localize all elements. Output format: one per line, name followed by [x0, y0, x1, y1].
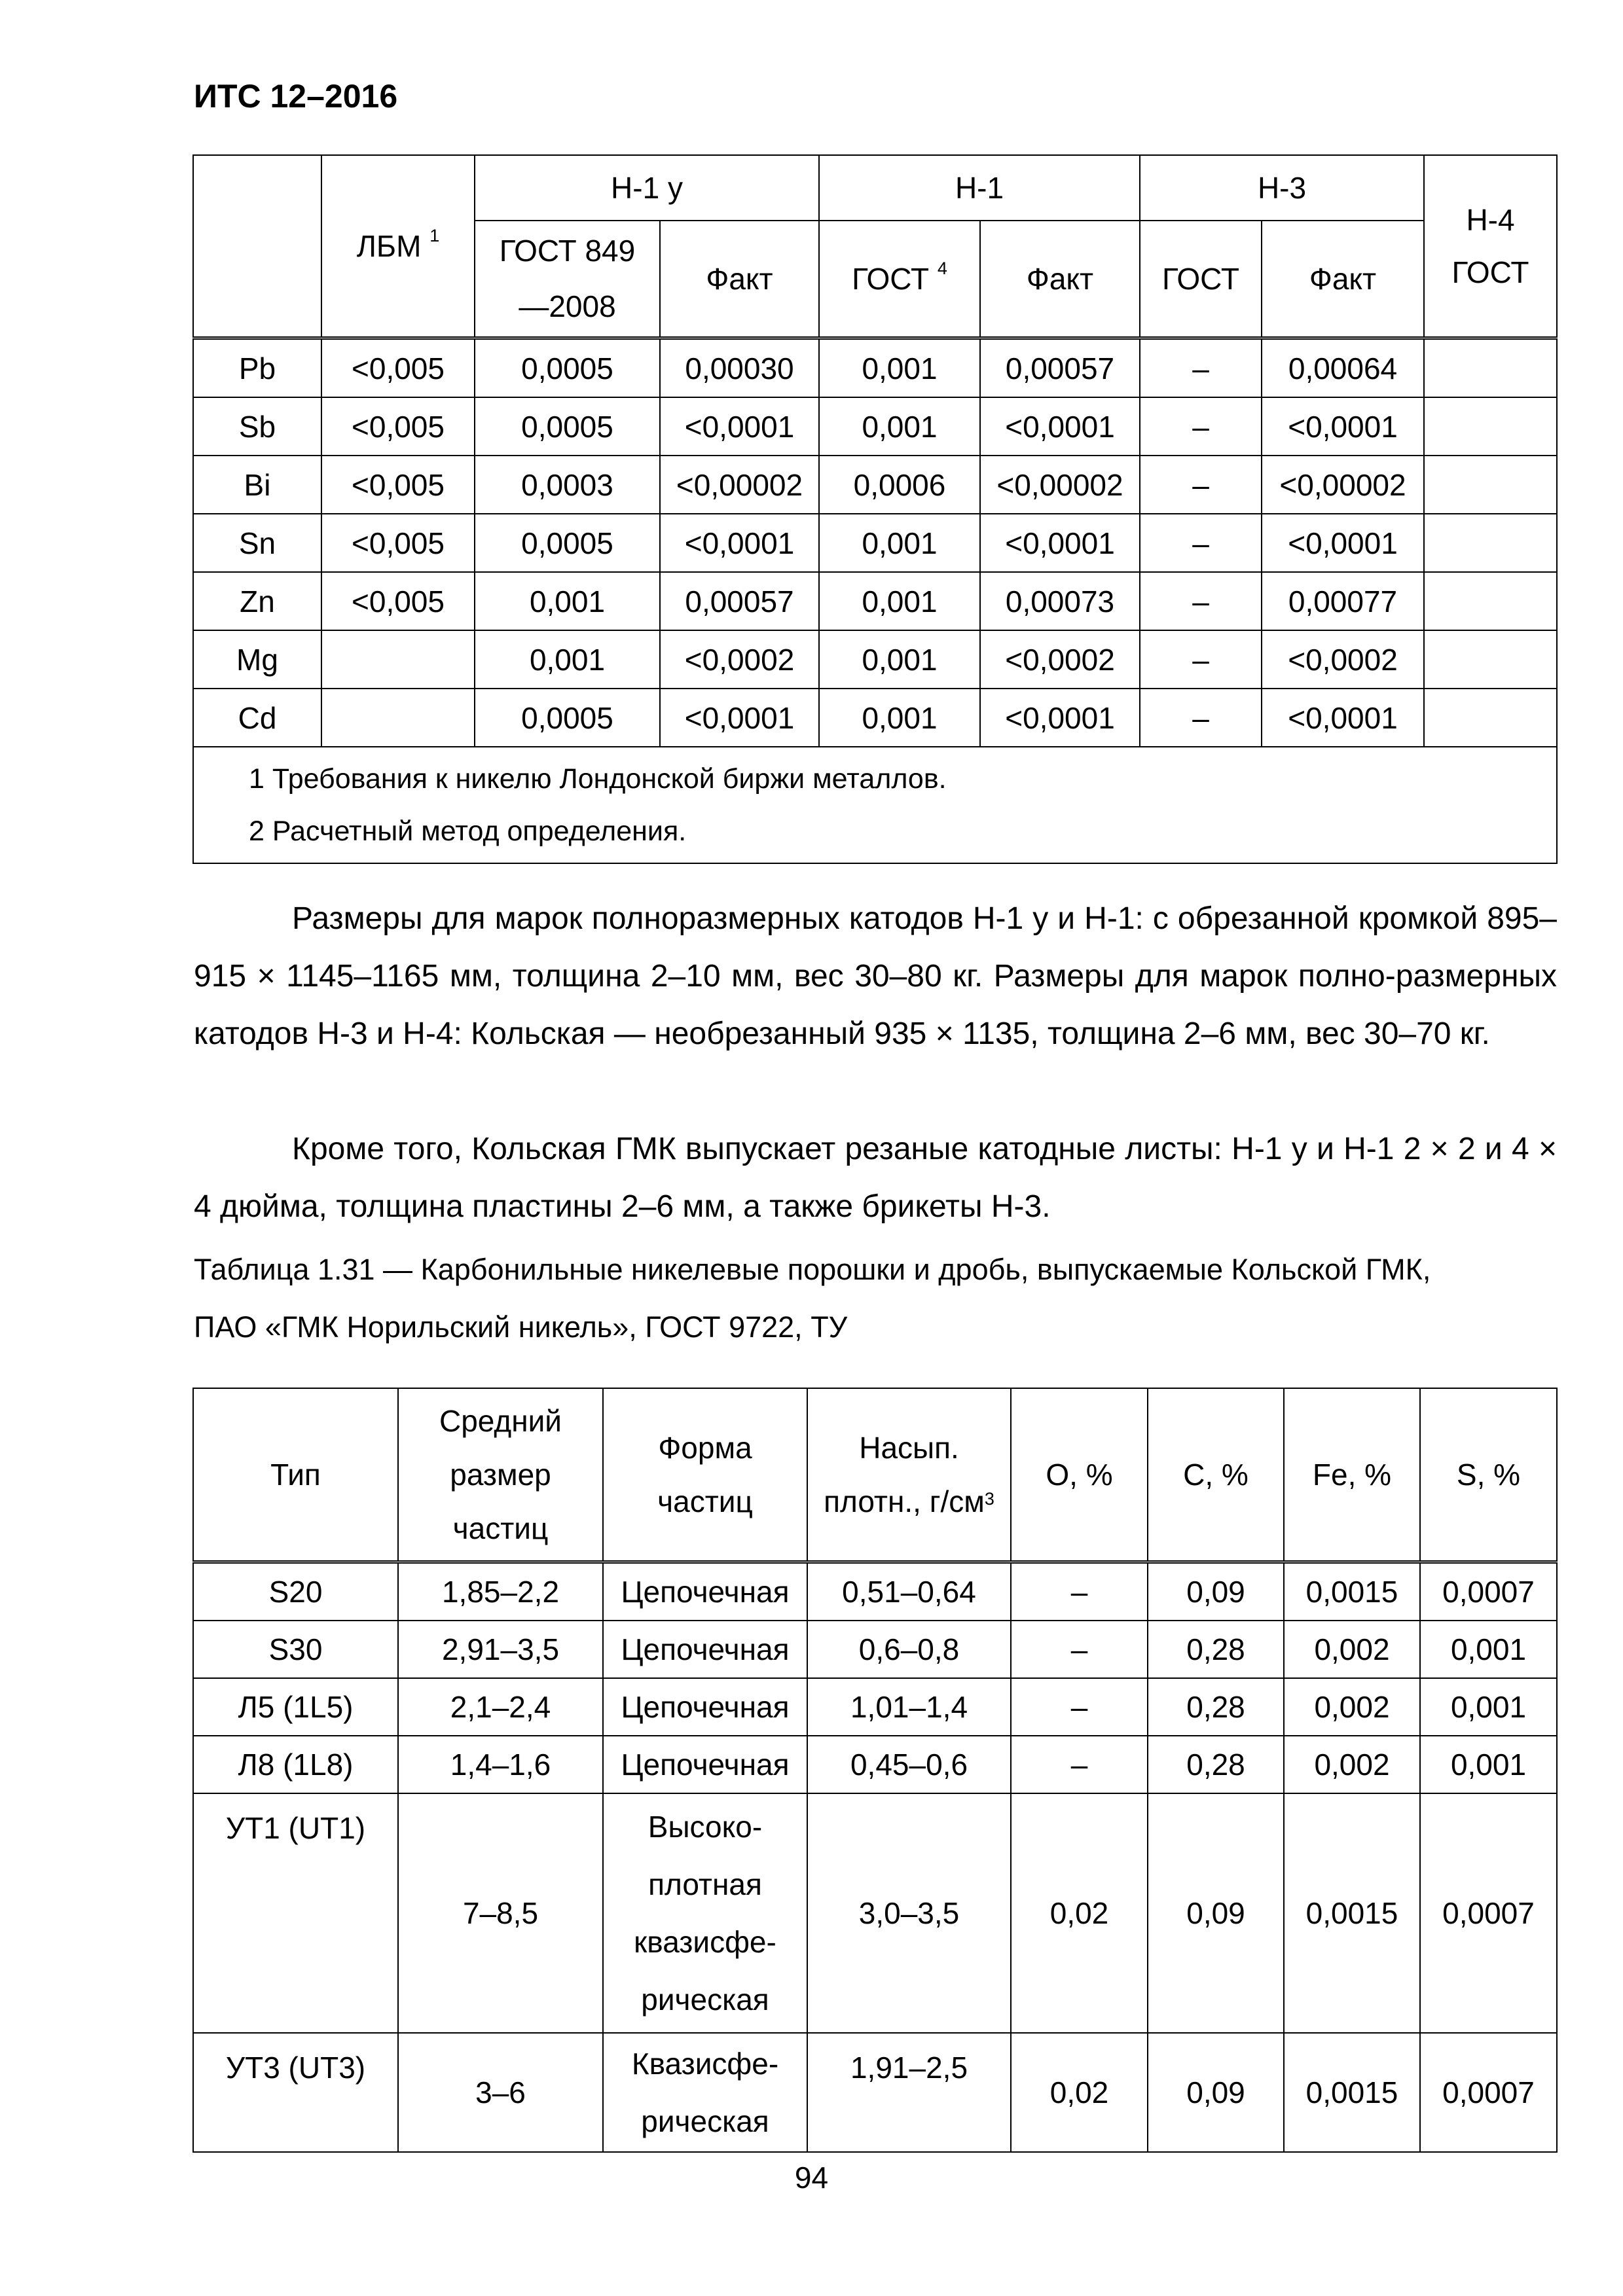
table-cell: 0,001: [819, 338, 980, 398]
table-row: [193, 1793, 1557, 2033]
table-cell: <0,0001: [1262, 514, 1424, 572]
table-cell: <0,00002: [980, 456, 1140, 514]
cell-s: 0,0007: [1420, 2033, 1557, 2152]
cell-size: 1,4–1,6: [398, 1736, 603, 1793]
cell-type: S30: [193, 1621, 398, 1678]
table-cell: –: [1140, 338, 1262, 398]
table-cell: 0,00030: [660, 338, 819, 398]
table-cell: 0,00077: [1262, 572, 1424, 630]
cell-type: УТ1 (UT1): [193, 1793, 398, 2033]
cell-size: 3–6: [398, 2033, 603, 2152]
cell-s: 0,001: [1420, 1678, 1557, 1736]
table-cell: <0,005: [321, 514, 475, 572]
cell-o: –: [1011, 1562, 1148, 1621]
cell-c: 0,09: [1148, 2033, 1284, 2152]
table-cell: 0,001: [819, 689, 980, 747]
header-fact: Факт: [1262, 221, 1424, 338]
impurity-table: [192, 154, 1558, 864]
table-cell: –: [1140, 572, 1262, 630]
table-cell: <0,0001: [660, 397, 819, 456]
cell-s: 0,0007: [1420, 1562, 1557, 1621]
cell-fe: 0,0015: [1284, 1562, 1420, 1621]
cell-o: 0,02: [1011, 2033, 1148, 2152]
table-cell: 0,0005: [475, 397, 660, 456]
table-row: [193, 1621, 1557, 1678]
cell-size: 2,1–2,4: [398, 1678, 603, 1736]
header-corner-cell: [193, 155, 321, 338]
cell-s: 0,0007: [1420, 1793, 1557, 2033]
table-cell: 0,00073: [980, 572, 1140, 630]
cell-density: 0,6–0,8: [807, 1621, 1011, 1678]
table-cell: 0,001: [475, 572, 660, 630]
cell-o: –: [1011, 1678, 1148, 1736]
header-gost849: ГОСТ 849 —2008: [475, 221, 660, 338]
header-fe: Fe, %: [1284, 1388, 1420, 1562]
table-cell: 0,0005: [475, 514, 660, 572]
table-cell: [1424, 397, 1557, 456]
table-cell: 0,00057: [980, 338, 1140, 398]
table-cell: Sn: [193, 514, 321, 572]
table-cell: 0,00057: [660, 572, 819, 630]
table-row: [193, 456, 1557, 514]
table-cell: <0,0002: [660, 630, 819, 689]
table-row: [193, 397, 1557, 456]
table-cell: <0,0001: [980, 689, 1140, 747]
table-cell: [1424, 456, 1557, 514]
cell-o: –: [1011, 1621, 1148, 1678]
table-cell: Zn: [193, 572, 321, 630]
cell-form: Цепочечная: [603, 1562, 807, 1621]
cell-density: 1,91–2,5: [807, 2033, 1011, 2152]
table-row: [193, 572, 1557, 630]
table-row: [193, 689, 1557, 747]
cell-density: 1,01–1,4: [807, 1678, 1011, 1736]
cell-form: Высоко- плотная квазисфе- рическая: [603, 1793, 807, 2033]
table-cell: <0,0001: [660, 689, 819, 747]
table-row: [193, 1678, 1557, 1736]
header-lbm: ЛБМ $^1$: [321, 155, 475, 338]
header-density: Насып. плотн., $г/см^3$: [807, 1388, 1011, 1562]
table-cell: [1424, 689, 1557, 747]
table-cell: 0,001: [819, 514, 980, 572]
table-cell: [1424, 514, 1557, 572]
cell-o: –: [1011, 1736, 1148, 1793]
page-number: 94: [794, 2161, 829, 2195]
table-cell: Cd: [193, 689, 321, 747]
cell-type: Л5 (1L5): [193, 1678, 398, 1736]
table-cell: [1424, 572, 1557, 630]
table-cell: <0,0001: [1262, 397, 1424, 456]
table-cell: <0,0001: [980, 397, 1140, 456]
table-cell: <0,0001: [1262, 689, 1424, 747]
header-form: Форма частиц: [603, 1388, 807, 1562]
table-notes: [193, 747, 1557, 863]
table-row: [193, 338, 1557, 398]
table-cell: 0,001: [819, 572, 980, 630]
table-cell: [321, 689, 475, 747]
table-row: [193, 630, 1557, 689]
table-row: [193, 2033, 1557, 2152]
table-cell: –: [1140, 456, 1262, 514]
header-group-n3: Н-3: [1140, 155, 1424, 221]
table-cell: [1424, 630, 1557, 689]
cell-c: 0,09: [1148, 1562, 1284, 1621]
table-cell: <0,005: [321, 397, 475, 456]
table-cell: 0,0005: [475, 338, 660, 398]
table-cell: 0,001: [475, 630, 660, 689]
table-cell: Bi: [193, 456, 321, 514]
cell-type: Л8 (1L8): [193, 1736, 398, 1793]
paragraph-cathode-sizes: Размеры для марок полноразмерных катодов Н-1 у и Н-1: с обрезанной кромкой 895–915 × 1145–1165 мм, толщина 2–10 мм, вес 30–80 кг. Размеры для марок полно-размерных катодов Н-3 и Н-4: Кольская — необрезанный 935 × 1135, толщина 2–6 мм, вес 30–70 кг.: [194, 901, 1557, 1051]
cell-density: 0,45–0,6: [807, 1736, 1011, 1793]
header-group-n1: Н-1: [819, 155, 1140, 221]
table-row: [193, 1562, 1557, 1621]
table-row: [193, 514, 1557, 572]
table-cell: 0,0006: [819, 456, 980, 514]
note-1: 1 Требования к никелю Лондонской биржи металлов.: [249, 763, 947, 795]
table-cell: 0,00064: [1262, 338, 1424, 398]
cell-form: Цепочечная: [603, 1621, 807, 1678]
header-size: Средний размер частиц: [398, 1388, 603, 1562]
cell-size: 1,85–2,2: [398, 1562, 603, 1621]
cell-density: 0,51–0,64: [807, 1562, 1011, 1621]
cell-fe: 0,002: [1284, 1678, 1420, 1736]
header-c: C, %: [1148, 1388, 1284, 1562]
header-fact: Факт: [980, 221, 1140, 338]
table-cell: <0,00002: [1262, 456, 1424, 514]
cell-c: 0,09: [1148, 1793, 1284, 2033]
header-s: S, %: [1420, 1388, 1557, 1562]
cell-c: 0,28: [1148, 1621, 1284, 1678]
cell-o: 0,02: [1011, 1793, 1148, 2033]
table-cell: <0,005: [321, 338, 475, 398]
document-code: ИТС 12–2016: [194, 78, 398, 115]
table-cell: 0,0003: [475, 456, 660, 514]
cell-fe: 0,0015: [1284, 2033, 1420, 2152]
table-cell: <0,005: [321, 572, 475, 630]
table-cell: –: [1140, 514, 1262, 572]
table-cell: Pb: [193, 338, 321, 398]
cell-c: 0,28: [1148, 1678, 1284, 1736]
cell-fe: 0,002: [1284, 1621, 1420, 1678]
cell-s: 0,001: [1420, 1621, 1557, 1678]
table-cell: <0,005: [321, 456, 475, 514]
cell-form: Квазисфе- рическая: [603, 2033, 807, 2152]
paragraph-cut-sheets: Кроме того, Кольская ГМК выпускает резаные катодные листы: Н-1 у и Н-1 2 × 2 и 4 × 4 дюйма, толщина пластины 2–6 мм, а также брикеты Н-3.: [194, 1132, 1557, 1224]
table-cell: –: [1140, 689, 1262, 747]
table-cell: <0,00002: [660, 456, 819, 514]
table-cell: Sb: [193, 397, 321, 456]
table-cell: 0,0005: [475, 689, 660, 747]
header-group-n4: Н-4 ГОСТ: [1424, 155, 1557, 338]
table-cell: <0,0001: [660, 514, 819, 572]
cell-s: 0,001: [1420, 1736, 1557, 1793]
header-o: O, %: [1011, 1388, 1148, 1562]
header-fact: Факт: [660, 221, 819, 338]
table-cell: –: [1140, 397, 1262, 456]
cell-form: Цепочечная: [603, 1736, 807, 1793]
note-2: 2 Расчетный метод определения.: [249, 816, 687, 847]
cell-c: 0,28: [1148, 1736, 1284, 1793]
cell-form: Цепочечная: [603, 1678, 807, 1736]
table-caption: Таблица 1.31 — Карбонильные никелевые порошки и дробь, выпускаемые Кольской ГМК, ПАО «ГМК Норильский никель», ГОСТ 9722, ТУ: [194, 1253, 1431, 1344]
table-cell: [1424, 338, 1557, 398]
header-type: Тип: [193, 1388, 398, 1562]
header-gost: ГОСТ: [1140, 221, 1262, 338]
table-cell: Mg: [193, 630, 321, 689]
cell-size: 2,91–3,5: [398, 1621, 603, 1678]
table-cell: <0,0002: [980, 630, 1140, 689]
table-row: [193, 1736, 1557, 1793]
table-cell: 0,001: [819, 630, 980, 689]
table-cell: [321, 630, 475, 689]
carbonyl-powder-table: [192, 1388, 1558, 2153]
cell-fe: 0,0015: [1284, 1793, 1420, 2033]
cell-fe: 0,002: [1284, 1736, 1420, 1793]
table-cell: 0,001: [819, 397, 980, 456]
cell-density: 3,0–3,5: [807, 1793, 1011, 2033]
table-cell: <0,0002: [1262, 630, 1424, 689]
cell-type: S20: [193, 1562, 398, 1621]
cell-type: УТ3 (UT3): [193, 2033, 398, 2152]
table-cell: –: [1140, 630, 1262, 689]
header-group-n1u: Н-1 у: [475, 155, 819, 221]
cell-size: 7–8,5: [398, 1793, 603, 2033]
table-cell: <0,0001: [980, 514, 1140, 572]
header-gost-note: ГОСТ $^4$: [819, 221, 980, 338]
